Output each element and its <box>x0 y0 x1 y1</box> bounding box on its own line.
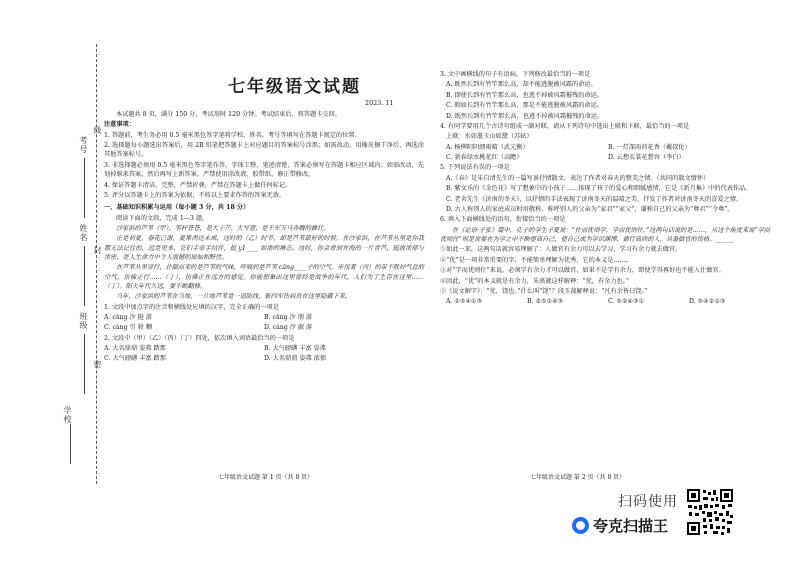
option-c: C. 大气磅礴 丰富 踏那 <box>104 355 166 363</box>
question-6-item: ⑤《说文解字》：“优，饶也。”什么叫“饶”？段玉裁解释说：“凡有余皆曰饶。” <box>440 287 648 295</box>
option-b: B. 即使长到有竹竿那么高，也逃不掉被风霜摧残的命运。 <box>446 91 603 99</box>
option-d: D. 古人称别人的家庭成员时用敬称，称呼别人的父亲为“家君”“家父”，谦称自己的父亲为“尊君”“令尊”。 <box>446 205 734 213</box>
passage-paragraph: 正是初夏，春花已谢，夏果尚还未成，这时的（乙）时节，却是芦苇最好的时候。在沙家浜，在芦苇丛里是你我都无法记住的，远是更多，它们手牵手结伴，挺 y1____ 如浙的塘态。这时，你会看到在海的一片青芦，挺拔浓郁与浓密，是人生命力中令人震撼的原始和野性。 <box>104 235 424 261</box>
exam-date: 2023. 11 <box>365 99 394 107</box>
question-4-options <box>440 153 770 162</box>
question-1-options <box>104 313 424 322</box>
question-2-options <box>104 354 424 363</box>
question-4: 4. 有同学要用几个古诗句组成一副对联，请从下列诗句中选出上联和下联，最恰当的一项是 <box>440 122 690 130</box>
passage-paragraph: 当年，沙家浜的芦苇在当地，一片地芦苇是一道防线，新四军伤病员在这里隐藏下来。 <box>116 293 352 301</box>
notice-title: 注意事项： <box>104 121 135 129</box>
option-d: D. 既然长到有竹竿那么高，也逃不掉被风霜摧残的命运。 <box>446 112 604 120</box>
page-footer-right: 七年级语文试题 第 2 页（共 8 页） <box>530 474 626 481</box>
option-d: D. cáng 汐 溆 游 <box>264 324 313 332</box>
binding-label-secret: 密 <box>93 360 102 369</box>
notice-item: 4. 保证答题卡清洁、完整，严禁折叠，严禁在答题卡上做任何标记。 <box>104 181 292 189</box>
binding-fill-line <box>84 246 85 306</box>
option-c: C. 新春绿水桃花红（高瞻） <box>446 154 523 162</box>
option-b: B. ②⑤①④③ <box>527 298 564 306</box>
question-4-upper: 上联：水如墨玉山如黛（苏轼） <box>446 133 533 141</box>
notice-item: 3. 非选择题必须用 0.5 毫米黑色签字笔作答，字体工整、笔迹清楚，答案必须写在答题卡相应区域内；如需改动，先划掉原来答案，然后再写上新答案。严禁使用涂改液、胶带纸、修正带修改。 <box>104 161 424 179</box>
option-d: D. 大名鼎鼎 姿弗 浓郁 <box>264 355 327 363</box>
scan-to-use-label: 扫码使用 <box>618 494 678 510</box>
question-6: 6. 填入下面横线处的语句，衔接恰当的一项是 <box>440 216 566 224</box>
binding-fill-line <box>84 334 85 394</box>
binding-line <box>96 44 97 484</box>
option-a: A. cāng 汐 挺 游 <box>104 314 152 322</box>
question-6-item: ①如此一来，这两句话就容易理解了：人做官有余力可以去学习，学习有余力就去做官。 <box>440 246 682 254</box>
option-b: B. 紫文乐的《金色花》写了想象中的小孩子……体现了孩子的爱心和细腻感情，它是《新月集》中的代表作品。 <box>446 185 752 193</box>
notice-item: 2. 选择题每小题选出答案后，用 2B 铅笔把答题卡上对应题目的答案标号涂黑；如需改动，用橡皮擦干净后，再选涂其他答案标号。 <box>104 142 424 159</box>
question-6-item: ④因此，“优”的本义就是有余力，朱熹就这样解释：“优，有余力也。” <box>440 277 629 285</box>
option-a: A. 大名鼎鼎 姿弗 踏那 <box>104 345 166 353</box>
question-3: 3. 文中画横线的句子有语病，下列修改最恰当的一项是 <box>440 71 591 78</box>
binding-fill-line <box>84 158 85 218</box>
left-column <box>104 110 424 365</box>
notice-item: 5. 评分以答题卡上的答案为依据，不按以上要求作答的答案无效。 <box>104 191 286 199</box>
option-a: A. ②⑤④①③ <box>446 298 483 306</box>
question-2: 2. 文段中（甲）（乙）（丙）（丁）四处，依次填入词语最恰当的一项是 <box>104 334 295 342</box>
exam-title: 七年级语文试题 <box>228 77 361 97</box>
scanner-logo <box>572 515 668 536</box>
option-b: B. 一灯深雨荷花香（戴叔伦） <box>608 143 691 151</box>
option-c: C. 假如长到有竹竿那么高，那是不能逃脱被风霜的命运。 <box>446 102 603 110</box>
option-c: C. ⑤②④③① <box>608 298 645 306</box>
question-6-options <box>440 297 770 306</box>
section-heading: 一、基础知识积累与运用（每小题 3 分，共 18 分） <box>104 204 250 212</box>
question-6-quote: 在《论语·子张》篇中，孔子的学生子夏说：“仕而优则学，学而优则仕。”这两句话说的是……，从这个角度来说“学而优则仕”则是说要在为学之中不断提高自己，使自己成为学识渊博、德行高尚的人，具备做官的资格。______ <box>440 226 770 243</box>
option-c: C. 老舍先生《济南的冬天》，以抒情的手法表现了济南冬天的温晴之美，抒发了作者对济南冬天的喜爱之情。 <box>446 195 743 203</box>
binding-label-name: 姓名 <box>79 224 88 242</box>
passage-paragraph: 在芦苇丛里穿行，扑面而来的是芦苇的气味，呼吸的是芦苇 cāng____子的空气。步伐着（丙）的带不胜好气息的空气，仿佛正行……（丁），仿佛正在远方的感觉。你能想象出这里曾经是战争的年代，人们为了生存在这里……（丁）。阳关年代久远，要不断翻修。 <box>104 264 424 290</box>
reading-prompt: 阅读下面的文段，完成 1—3 题。 <box>116 214 209 222</box>
question-6-item: ②“优”是一项非常重要的字，不能简单理解为优秀，它的本义是……。 <box>440 256 632 264</box>
binding-label-class: 班级 <box>79 312 88 330</box>
option-c: C. cáng 引 骏 糊 <box>104 324 153 332</box>
binding-label-exam-number: 考号 <box>79 136 88 154</box>
option-b: B. cāng 汐 朋 游 <box>264 314 313 322</box>
question-4-options <box>440 143 770 152</box>
question-1: 1. 文段中加点字的注音和横线处应填的汉字，完全正确的一项是 <box>104 303 279 311</box>
option-a: A. 既然长到有竹竿那么高，却不能逃脱被风霜的命运。 <box>446 81 597 89</box>
binding-fill-line <box>70 424 71 464</box>
qr-code-icon[interactable] <box>686 488 734 536</box>
option-b: B. 大气磅礴 丰富 姿弗 <box>264 345 326 353</box>
notice-item: 1. 答题前，考生务必用 0.5 毫米黑色签字笔将学校、姓名、考号等填写在答题卡规定的位置。 <box>104 131 361 139</box>
question-1-options <box>104 323 424 332</box>
binding-label-seal: 封 <box>93 246 102 255</box>
right-column <box>440 70 770 308</box>
brand-name: 夸克扫描王 <box>593 517 669 535</box>
binding-label-school: 学校 <box>63 406 72 424</box>
option-a: A. 杨柳阴阴细雨晴（武元衡） <box>446 143 529 151</box>
option-d: D. 云想衣裳花想容（李白） <box>608 154 685 162</box>
option-a: A.《春》是朱自清先生的一篇写景抒情散文，表达了作者对春天的赞美之情。（共同的散文情怀） <box>446 174 710 182</box>
question-2-options <box>104 344 424 353</box>
page-footer-left: 七年级语文试题 第 1 页（共 8 页） <box>218 474 314 481</box>
question-5: 5. 下列说法有误的一项是 <box>440 164 510 172</box>
binding-label-line: 线 <box>93 126 102 135</box>
intro-text: 本试题共 8 页，满分 150 分，考试用时 120 分钟。考试结束后，将答题卡交回。 <box>116 111 341 118</box>
passage-paragraph: 沙家浜的芦苇（甲），苇杆苍苍，是大于芒、大写意，是千军万马奔腾的雄壮。 <box>116 225 330 233</box>
question-6-item: ③对“学而优则仕”来说，必须学有余力才可以做官，如果不是学有余力，即使学得再好也不能入仕做官。 <box>440 267 725 275</box>
quark-logo-icon <box>572 517 589 534</box>
option-d: D. ⑤④②①③ <box>689 298 726 306</box>
